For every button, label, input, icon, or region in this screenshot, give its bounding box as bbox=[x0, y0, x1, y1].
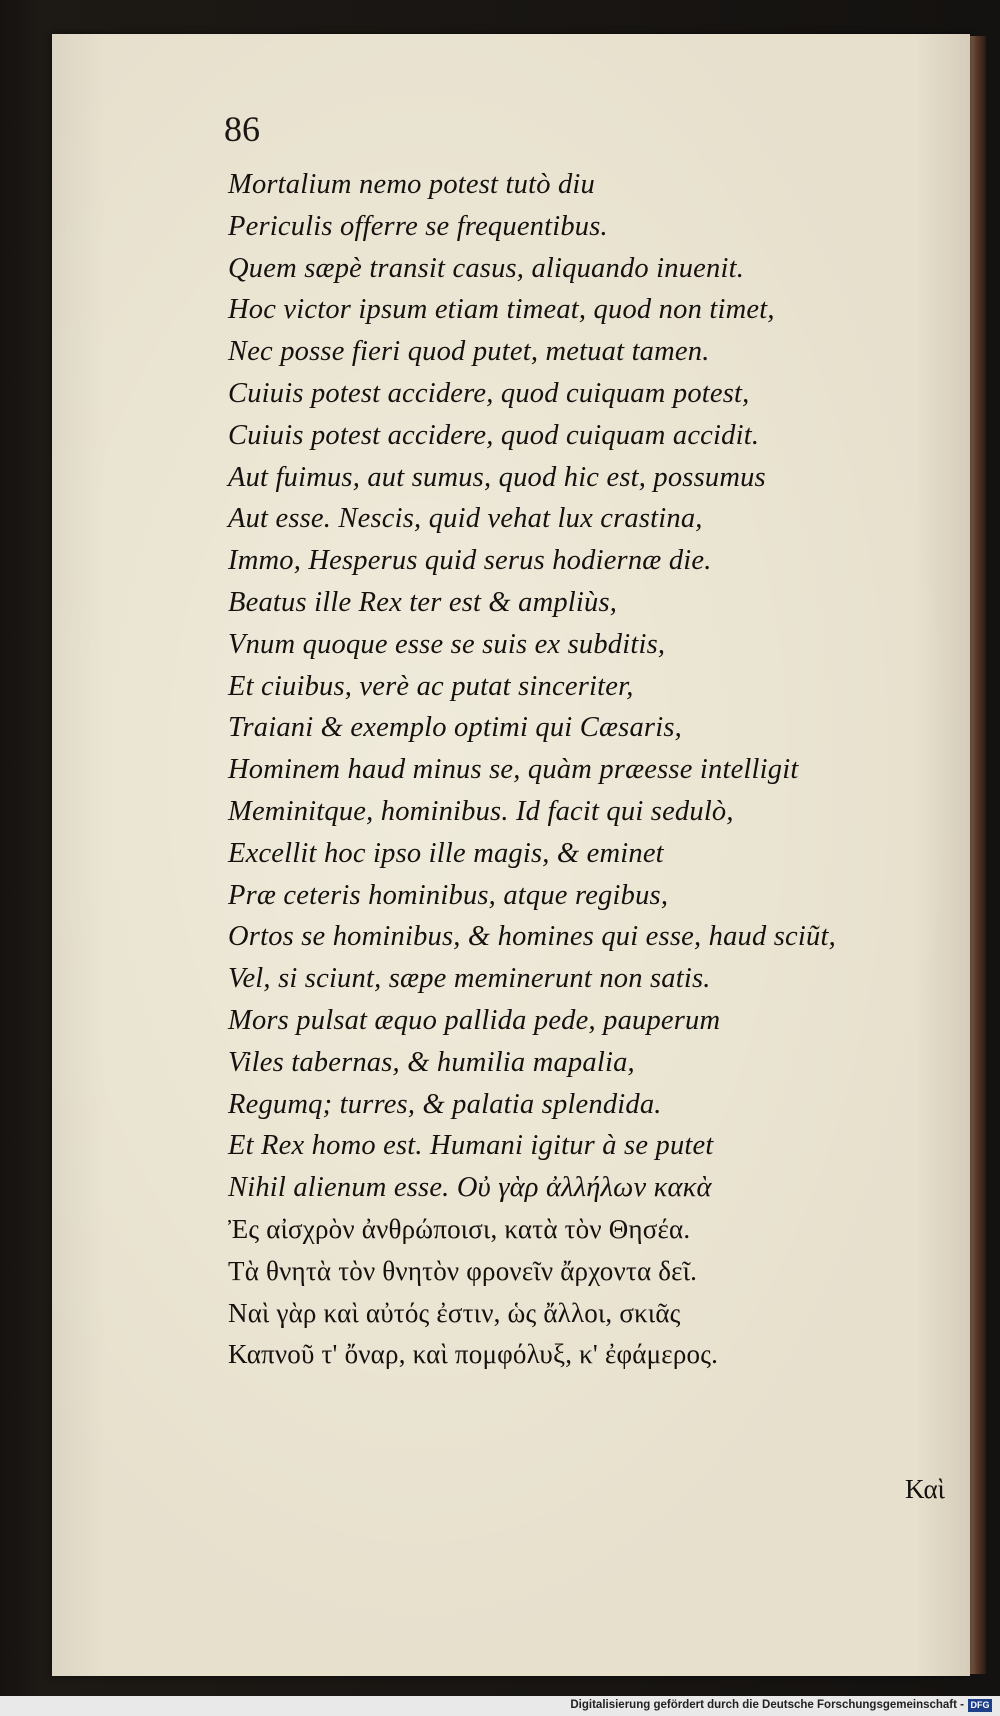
verse-line-greek: Τὰ θνητὰ τὸν θνητὸν φρονεῖν ἄρχοντα δεῖ. bbox=[228, 1255, 698, 1286]
verse-list bbox=[228, 164, 958, 1376]
verse-line: Præ ceteris hominibus, atque regibus, bbox=[228, 879, 669, 911]
verse-line: Excellit hoc ipso ille magis, & eminet bbox=[228, 837, 664, 869]
book-edge bbox=[970, 36, 986, 1674]
verse-line: Regumq; turres, & palatia splendida. bbox=[228, 1088, 662, 1120]
verse-line: Periculis offerre se frequentibus. bbox=[228, 210, 608, 242]
verse-line-greek: Ναὶ γὰρ καὶ αὐτός ἐστιν, ὡς ἄλλοι, σκιᾶς bbox=[228, 1297, 681, 1328]
verse-line: Ortos se hominibus, & homines qui esse, haud sciũt, bbox=[228, 921, 836, 953]
verse-line: Aut fuimus, aut sumus, quod hic est, possumus bbox=[228, 461, 766, 493]
verse-line: Cuiuis potest accidere, quod cuiquam potest, bbox=[228, 377, 750, 409]
verse-line: Aut esse. Nescis, quid vehat lux crastina, bbox=[228, 503, 703, 535]
verse-line: Mortalium nemo potest tutò diu bbox=[228, 169, 595, 200]
verse-line: Nec posse fieri quod putet, metuat tamen. bbox=[228, 336, 710, 368]
verse-line: Viles tabernas, & humilia mapalia, bbox=[228, 1046, 635, 1078]
verse-line: Hominem haud minus se, quàm præesse intelligit bbox=[228, 754, 799, 786]
verse-line: Vel, si sciunt, sæpe meminerunt non satis. bbox=[228, 963, 711, 995]
verse-line: Vnum quoque esse se suis ex subditis, bbox=[228, 628, 666, 660]
verse-line: Mors pulsat æquo pallida pede, pauperum bbox=[228, 1004, 721, 1036]
verse-line: Meminitque, hominibus. Id facit qui sedulò, bbox=[228, 795, 734, 827]
page-number: 86 bbox=[224, 109, 260, 149]
dfg-logo[interactable]: DFG bbox=[968, 1699, 992, 1712]
verse-line: Beatus ille Rex ter est & ampliùs, bbox=[228, 586, 618, 618]
verse-line: Cuiuis potest accidere, quod cuiquam accidit. bbox=[228, 419, 760, 451]
footer-credit: Digitalisierung gefördert durch die Deutsche Forschungsgemeinschaft - bbox=[570, 1699, 964, 1711]
verse-line-greek: Καπνοῦ τ' ὄναρ, καὶ πομφόλυξ, κ' ἐφάμερος. bbox=[228, 1339, 719, 1370]
verse-line: Nihil alienum esse. Οὐ γὰρ ἀλλήλων κακὰ bbox=[228, 1172, 712, 1204]
verse-line: Hoc victor ipsum etiam timeat, quod non timet, bbox=[228, 294, 775, 326]
verse-line: Et Rex homo est. Humani igitur à se putet bbox=[228, 1130, 714, 1162]
verse-line: Et ciuibus, verè ac putat sinceriter, bbox=[228, 670, 634, 702]
verse-line: Traiani & exemplo optimi qui Cæsaris, bbox=[228, 712, 682, 744]
verse-line: Quem sæpè transit casus, aliquando inuenit. bbox=[228, 252, 745, 284]
verse-line: Immo, Hesperus quid serus hodiernæ die. bbox=[228, 545, 712, 577]
verse-line-greek: Ἐς αἰσχρὸν ἀνθρώποισι, κατὰ τὸν Θησέα. bbox=[228, 1213, 691, 1244]
catchword: Καὶ bbox=[905, 1474, 945, 1504]
